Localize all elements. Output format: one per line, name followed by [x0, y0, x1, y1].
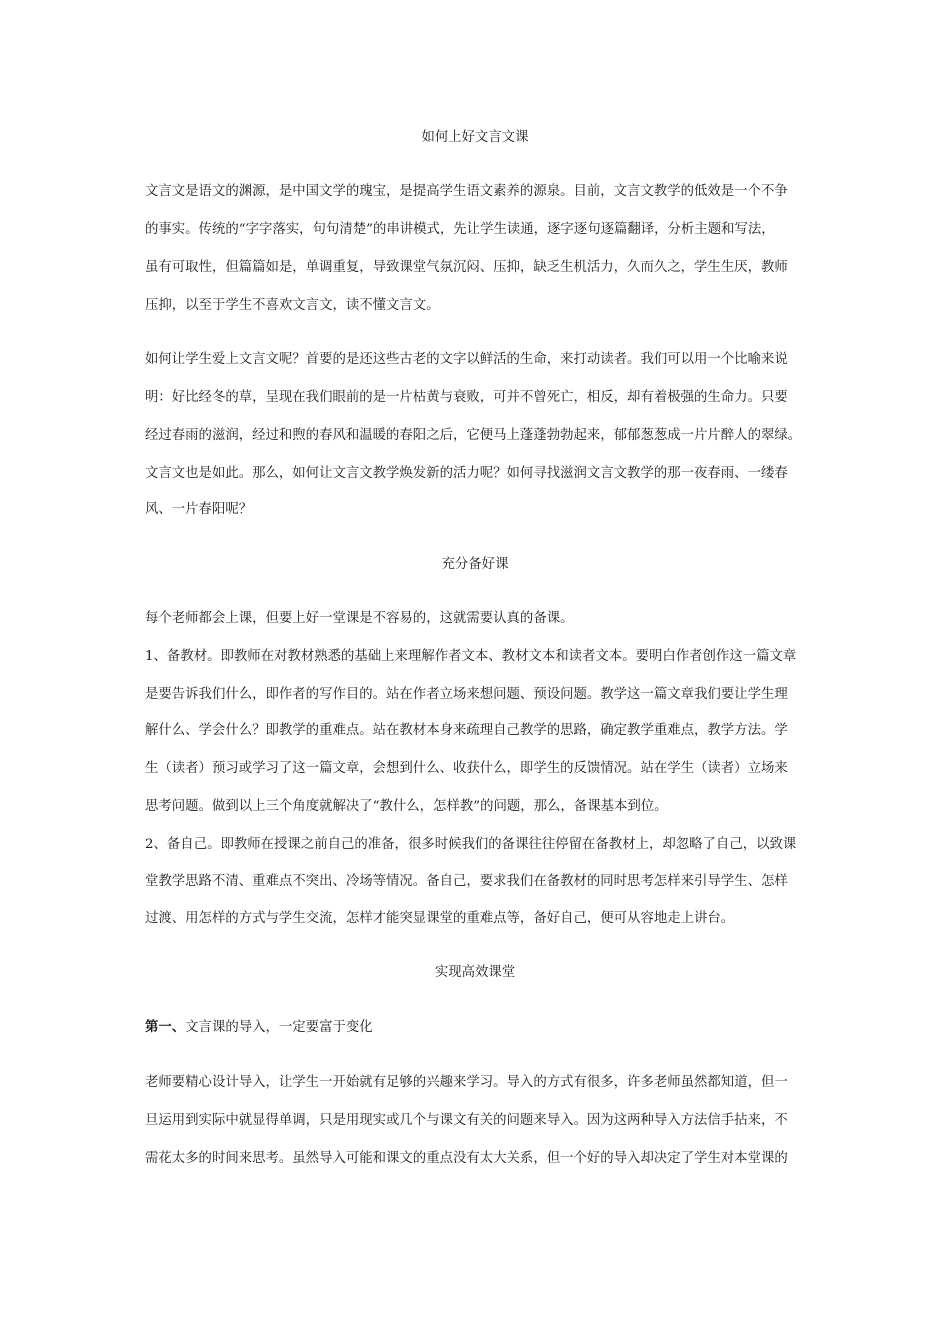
text-line: 思考问题。做到以上三个角度就解决了“教什么，怎样教”的问题，那么，备课基本到位。	[145, 799, 668, 814]
section-heading-efficient: 实现高效课堂	[434, 965, 516, 980]
text-line: 如何让学生爱上文言文呢？首要的是还这些古老的文字以鲜活的生命，来打动读者。我们可以用一个比喻来说	[145, 352, 788, 367]
text-line: 1、备教材。即教师在对教材熟悉的基础上来理解作者文本、教材文本和读者文本。要明白作者创作这一篇文章	[145, 649, 797, 664]
text-line: 的事实。传统的“字字落实，句句清楚”的串讲模式，先让学生读通，逐字逐句逐篇翻译，分析主题和写法，	[145, 222, 775, 237]
text-line: 文言文也是如此。那么，如何让文言文教学焕发新的活力呢？如何寻找滋润文言文教学的那一夜春雨、一缕春	[145, 466, 788, 481]
subheading-intro	[145, 1018, 805, 1037]
text-line: 每个老师都会上课，但要上好一堂课是不容易的，这就需要认真的备课。	[145, 611, 574, 626]
text-line: 是要告诉我们什么，即作者的写作目的。站在作者立场来想问题、预设问题。教学这一篇文章我们要让学生理	[145, 687, 788, 702]
text-line: 虽有可取性，但篇篇如是，单调重复，导致课堂气氛沉闷、压抑，缺乏生机活力，久而久之，学生生厌，教师	[145, 260, 788, 275]
document-title: 如何上好文言文课	[421, 130, 529, 145]
text-line: 风、一片春阳呢？	[145, 502, 253, 517]
text-line: 明：好比经冬的草，呈现在我们眼前的是一片枯黄与衰败，可并不曾死亡，相反，却有着极强的生命力。只要	[145, 390, 788, 405]
text-line: 解什么、学会什么？即教学的重难点。站在教材本身来疏理自己教学的思路，确定教学重难点，教学方法。学	[145, 723, 788, 738]
text-line: 需花太多的时间来思考。虽然导入可能和课文的重点没有太大关系，但一个好的导入却决定了学生对本堂课的	[145, 1151, 788, 1166]
text-line: 老师要精心设计导入，让学生一开始就有足够的兴趣来学习。导入的方式有很多，许多老师虽然都知道，但一	[145, 1075, 788, 1090]
text-line: 堂教学思路不清、重难点不突出、冷场等情况。备自己，要求我们在备教材的同时思考怎样来引导学生、怎样	[145, 874, 788, 889]
text-line: 压抑，以至于学生不喜欢文言文，读不懂文言文。	[145, 298, 440, 313]
text-line: 过渡、用怎样的方式与学生交流，怎样才能突显课堂的重难点等，备好自己，便可从容地走上讲台。	[145, 911, 735, 926]
text-line: 旦运用到实际中就显得单调，只是用现实或几个与课文有关的问题来导入。因为这两种导入方法信手拈来，不	[145, 1113, 788, 1128]
subheading-number: 第一、	[145, 1019, 186, 1035]
text-line: 生（读者）预习或学习了这一篇文章，会想到什么、收获什么，即学生的反馈情况。站在学生（读者）立场来	[145, 761, 788, 776]
text-line: 经过春雨的滋润，经过和煦的春风和温暖的春阳之后，它便马上蓬蓬勃勃起来，郁郁葱葱成一片片醉人的翠绿。	[145, 428, 802, 443]
text-line: 文言文是语文的渊源，是中国文学的瑰宝，是提高学生语文素养的源泉。目前，文言文教学的低效是一个不争	[145, 184, 788, 199]
subheading-text: 文言课的导入，一定要富于变化	[185, 1020, 373, 1035]
section-heading-prepare: 充分备好课	[441, 557, 509, 572]
text-line: 2、备自己。即教师在授课之前自己的准备，很多时候我们的备课往往停留在备教材上，却忽略了自己，以致课	[145, 837, 797, 852]
